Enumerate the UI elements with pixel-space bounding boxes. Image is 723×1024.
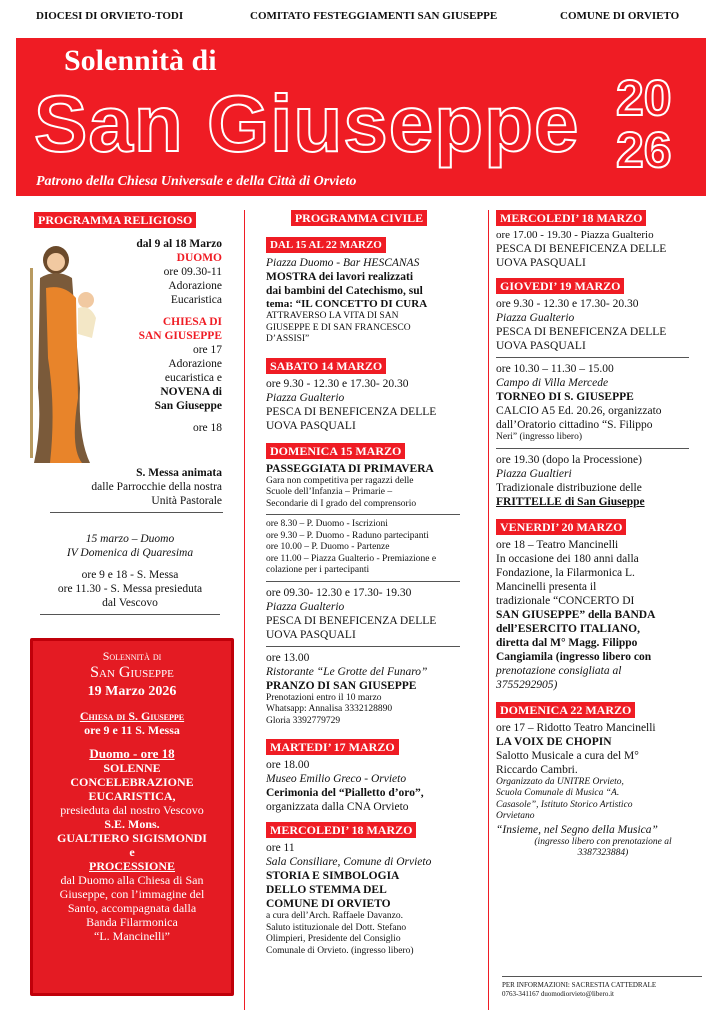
info-contact: 0763-341167 duomodiorvieto@libero.it bbox=[502, 990, 614, 998]
banner-patrono: Patrono della Chiesa Universale e della Città di Orvieto bbox=[36, 174, 357, 189]
civ-h2: SABATO 14 MARZO bbox=[266, 358, 386, 374]
civ-h4: MARTEDI’ 17 MARZO bbox=[266, 739, 399, 755]
title-banner bbox=[16, 38, 706, 196]
san-giuseppe-statue-image bbox=[20, 238, 112, 470]
quaresima-block: 15 marzo – Duomo IV Domenica di Quaresima ore 9 e 18 - S. Messa ore 11.30 - S. Messa presieduta dal Vescovo bbox=[30, 532, 230, 619]
diocesi-label: DIOCESI DI ORVIETO-TODI bbox=[36, 10, 184, 22]
civ-h1: DAL 15 AL 22 MARZO bbox=[266, 237, 386, 253]
year-bottom: 26 bbox=[616, 122, 672, 178]
programma-civile: PROGRAMMA CIVILE DAL 15 AL 22 MARZO Piazza Duomo - Bar HESCANAS MOSTRA dei lavori realizzati dai bambini del Catechismo, sul tema: “IL CONCETTO DI CURA ATTRAVERSO LA VITA DI SAN GIUSEPPE E DI SAN FRANCESCO D’ASSISI” SABATO 14 MARZO ore 9.30 - 12.30 e 17.30- 20.30 Piazza Gualterio PESCA DI BENEFICENZA DELLE UOVA PASQUALI DOMENICA 15 MARZO PASSEGGIATA DI PRIMAVERA Gara non competitiva per ragazzi delle Scuole dell’Infanzia – Primarie – Secondarie di I grado del comprensorio ore 8.30 – P. Duomo - Iscrizioni ore 9.30 – P. Duomo - Raduno partecipanti ore 10.00 – P. Duomo - Partenze ore 11.00 – Piazza Gualterio - Premiazione e colazione per i partecipanti ore 09.30- 12.30 e 17.30- 19.30 Piazza Gualterio PESCA DI BENEFICENZA DELLE UOVA PASQUALI ore 13.00 Ristorante “Le Grotte del Funaro” PRANZO DI SAN GIUSEPPE Prenotazioni entro il 10 marzo Whatsapp: Annalisa 3332128890 Gloria 3392779729 MARTEDI’ 17 MARZO ore 18.00 Museo Emilio Greco - Orvieto Cerimonia del “Pialletto d’oro”, organizzata dalla CNA Orvieto MERCOLEDI’ 18 MARZO ore 11 Sala Consiliare, Comune di Orvieto STORIA E SIMBOLOGIA DELLO STEMMA DEL COMUNE DI ORVIETO a cura dell’Arch. Raffaele Davanzo. Saluto istituzionale del Dott. Stefano Olimpieri, Presidente del Consiglio Comunale di Orvieto. (ingresso libero) bbox=[266, 208, 482, 957]
relig-title: PROGRAMMA RELIGIOSO bbox=[34, 212, 196, 228]
banner-solennita: Solennità di bbox=[64, 44, 217, 77]
religioso-block-2: S. Messa animata dalle Parrocchie della nostra Unità Pastorale bbox=[30, 466, 222, 517]
civ-title: PROGRAMMA CIVILE bbox=[291, 210, 427, 226]
programma-right: MERCOLEDI’ 18 MARZO ore 17.00 - 19.30 - Piazza Gualterio PESCA DI BENEFICENZA DELLE UOVA PASQUALI GIOVEDI’ 19 MARZO ore 9.30 - 12.30 e 17.30- 20.30 Piazza Gualterio PESCA DI BENEFICENZA DELLE UOVA PASQUALI ore 10.30 – 11.30 – 15.00 Campo di Villa Mercede TORNEO DI S. GIUSEPPE CALCIO A5 Ed. 20.26, organizzato dall’Oratorio cittadino “S. Filippo Neri” (ingresso libero) ore 19.30 (dopo la Processione) Piazza Gualtieri Tradizionale distribuzione delle FRITTELLE di San Giuseppe VENERDI’ 20 MARZO ore 18 – Teatro Mancinelli In occasione dei 180 anni dalla Fondazione, la Filarmonica L. Mancinelli presenta il tradizionale “CONCERTO DI SAN GIUSEPPE” della BANDA dell’ESERCITO ITALIANO, diretta dal M° Magg. Filippo Cangiamila (ingresso libero con prenotazione consigliata al 3755292905) DOMENICA 22 MARZO ore 17 – Ridotto Teatro Mancinelli LA VOIX DE CHOPIN Salotto Musicale a cura del M° Riccardo Cambri. Organizzato da UNITRE Orvieto, Scuola Comunale di Musica “A. Casasole”, Istituto Storico Artistico Orvietano “Insieme, nel Segno della Musica” (ingresso libero con prenotazione al 3387323884) bbox=[496, 208, 710, 860]
solennita-card: Solennità di San Giuseppe 19 Marzo 2026 Chiesa di S. Giuseppe ore 9 e 11 S. Messa Duomo - ore 18 SOLENNE CONCELEBRAZIONE EUCARISTICA, presieduta dal nostro Vescovo S.E. Mons. GUALTIERO SIGISMONDI e PROCESSIONE dal Duomo alla Chiesa di San Giuseppe, con l’immagine del Santo, accompagnata dalla Banda Filarmonica “L. Mancinelli” bbox=[30, 638, 234, 996]
year-top: 20 bbox=[616, 70, 672, 126]
banner-title: San Giuseppe bbox=[34, 79, 580, 168]
comitato-label: COMITATO FESTEGGIAMENTI SAN GIUSEPPE bbox=[250, 10, 498, 22]
banner-year bbox=[616, 72, 706, 176]
r-h4: DOMENICA 22 MARZO bbox=[496, 702, 635, 718]
divider-left bbox=[244, 210, 245, 1010]
info-label: PER INFORMAZIONI: SACRESTIA CATTEDRALE bbox=[502, 981, 657, 989]
r-h3: VENERDI’ 20 MARZO bbox=[496, 519, 626, 535]
r-h2: GIOVEDI’ 19 MARZO bbox=[496, 278, 624, 294]
civ-h5: MERCOLEDI’ 18 MARZO bbox=[266, 822, 416, 838]
programma-religioso-header bbox=[34, 210, 212, 231]
religioso-block-1: dal 9 al 18 Marzo DUOMO ore 09.30-11 Adorazione Eucaristica CHIESA DI SAN GIUSEPPE ore 17 Adorazione eucaristica e NOVENA di San Giuseppe ore 18 bbox=[136, 238, 222, 434]
civ-h3: DOMENICA 15 MARZO bbox=[266, 443, 405, 459]
r-h1: MERCOLEDI’ 18 MARZO bbox=[496, 210, 646, 226]
footer-info bbox=[502, 972, 702, 999]
comune-label: COMUNE DI ORVIETO bbox=[560, 10, 680, 22]
divider-right bbox=[488, 210, 489, 1010]
